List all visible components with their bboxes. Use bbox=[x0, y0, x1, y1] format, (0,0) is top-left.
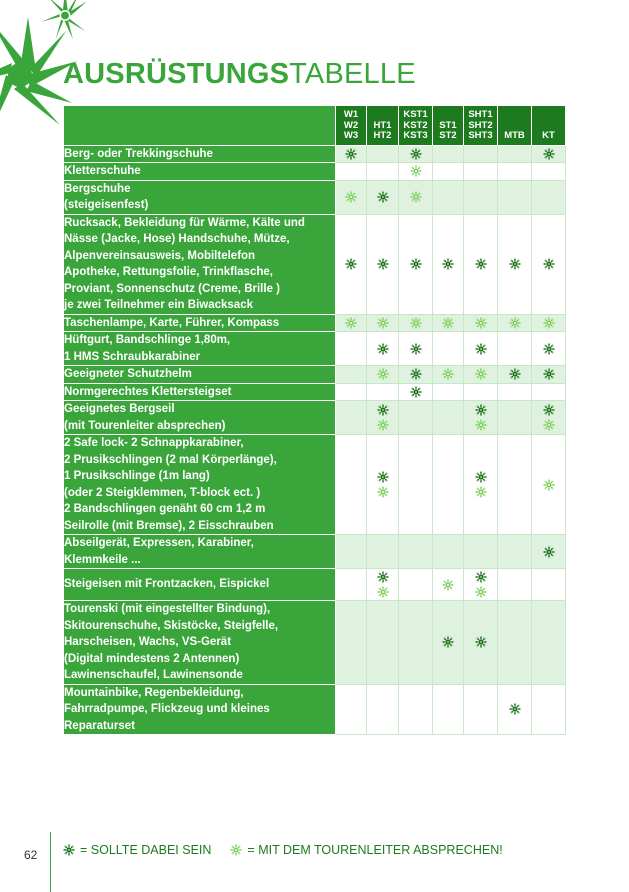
table-cell bbox=[367, 401, 399, 435]
row-label: Berg- oder Trekkingschuhe bbox=[64, 145, 336, 163]
edelweiss-dark-icon bbox=[409, 342, 423, 356]
table-cell bbox=[433, 180, 464, 214]
row-label: Geeigneter Schutzhelm bbox=[64, 366, 336, 384]
column-header: SHT1 SHT2 SHT3 bbox=[464, 106, 498, 146]
table-cell bbox=[433, 569, 464, 601]
row-label: Steigeisen mit Frontzacken, Eispickel bbox=[64, 569, 336, 601]
table-cell bbox=[336, 332, 367, 366]
edelweiss-dark-icon bbox=[62, 843, 76, 857]
row-label: Kletterschuhe bbox=[64, 163, 336, 181]
table-cell bbox=[433, 383, 464, 401]
edelweiss-light-icon bbox=[508, 316, 522, 330]
table-cell bbox=[498, 214, 532, 314]
table-cell bbox=[399, 163, 433, 181]
table-cell bbox=[464, 145, 498, 163]
table-cell bbox=[336, 435, 367, 535]
table-cell bbox=[399, 366, 433, 384]
table-cell bbox=[399, 401, 433, 435]
edelweiss-light-icon bbox=[229, 843, 243, 857]
table-row bbox=[64, 180, 566, 214]
edelweiss-dark-icon bbox=[474, 635, 488, 649]
table-cell bbox=[532, 180, 566, 214]
table-cell bbox=[498, 601, 532, 685]
table-cell bbox=[433, 163, 464, 181]
table-cell bbox=[464, 601, 498, 685]
table-cell bbox=[399, 435, 433, 535]
table-row bbox=[64, 214, 566, 314]
title-bold: AUSRÜSTUNGS bbox=[63, 58, 290, 90]
edelweiss-light-icon bbox=[409, 316, 423, 330]
legend-must-text: = SOLLTE DABEI SEIN bbox=[80, 843, 212, 857]
table-row bbox=[64, 366, 566, 384]
table-cell bbox=[336, 684, 367, 735]
table-cell bbox=[367, 314, 399, 332]
table-row bbox=[64, 383, 566, 401]
table-cell bbox=[498, 535, 532, 569]
table-row bbox=[64, 401, 566, 435]
edelweiss-dark-icon bbox=[376, 342, 390, 356]
edelweiss-dark-icon bbox=[474, 403, 488, 417]
edelweiss-light-icon bbox=[376, 485, 390, 499]
edelweiss-light-icon bbox=[474, 585, 488, 599]
edelweiss-light-icon bbox=[344, 190, 358, 204]
header-corner bbox=[64, 106, 336, 146]
edelweiss-light-icon bbox=[441, 316, 455, 330]
table-cell bbox=[532, 435, 566, 535]
table-row bbox=[64, 601, 566, 685]
table-cell bbox=[336, 569, 367, 601]
edelweiss-dark-icon bbox=[344, 257, 358, 271]
table-cell bbox=[336, 601, 367, 685]
table-row bbox=[64, 535, 566, 569]
table-cell bbox=[498, 314, 532, 332]
table-cell bbox=[532, 601, 566, 685]
table-cell bbox=[464, 535, 498, 569]
edelweiss-dark-icon bbox=[474, 470, 488, 484]
edelweiss-light-icon bbox=[409, 164, 423, 178]
table-cell bbox=[336, 145, 367, 163]
table-cell bbox=[498, 401, 532, 435]
table-cell bbox=[498, 180, 532, 214]
edelweiss-dark-icon bbox=[542, 545, 556, 559]
title-light: TABELLE bbox=[289, 58, 416, 90]
table-cell bbox=[532, 366, 566, 384]
table-cell bbox=[367, 684, 399, 735]
edelweiss-light-icon bbox=[474, 418, 488, 432]
edelweiss-light-icon bbox=[409, 190, 423, 204]
edelweiss-light-icon bbox=[474, 316, 488, 330]
table-cell bbox=[532, 145, 566, 163]
table-cell bbox=[399, 145, 433, 163]
table-cell bbox=[433, 314, 464, 332]
row-label: 2 Safe lock- 2 Schnappkarabiner, 2 Prusikschlingen (2 mal Körperlänge), 1 Prusikschlinge (1m lang) (oder 2 Steigklemmen, T-block ect. ) 2 Bandschlingen genäht 60 cm 1,2 m Seilrolle (mit Bremse), 2 Eisschrauben bbox=[64, 435, 336, 535]
table-cell bbox=[433, 332, 464, 366]
table-cell bbox=[433, 401, 464, 435]
edelweiss-dark-icon bbox=[409, 367, 423, 381]
table-cell bbox=[532, 332, 566, 366]
table-cell bbox=[336, 401, 367, 435]
edelweiss-dark-icon bbox=[376, 403, 390, 417]
table-row bbox=[64, 569, 566, 601]
column-header: W1 W2 W3 bbox=[336, 106, 367, 146]
table-cell bbox=[367, 601, 399, 685]
edelweiss-light-icon bbox=[376, 316, 390, 330]
table-cell bbox=[336, 180, 367, 214]
table-cell bbox=[532, 401, 566, 435]
table-cell bbox=[336, 383, 367, 401]
table-cell bbox=[532, 684, 566, 735]
row-label: Taschenlampe, Karte, Führer, Kompass bbox=[64, 314, 336, 332]
table-cell bbox=[399, 383, 433, 401]
table-cell bbox=[336, 535, 367, 569]
column-header: KST1 KST2 KST3 bbox=[399, 106, 433, 146]
edelweiss-dark-icon bbox=[376, 257, 390, 271]
table-cell bbox=[532, 163, 566, 181]
edelweiss-light-icon bbox=[344, 316, 358, 330]
edelweiss-dark-icon bbox=[508, 257, 522, 271]
edelweiss-decoration-small bbox=[30, 0, 100, 43]
table-cell bbox=[433, 145, 464, 163]
table-cell bbox=[367, 383, 399, 401]
edelweiss-dark-icon bbox=[542, 147, 556, 161]
edelweiss-light-icon bbox=[441, 578, 455, 592]
column-header: ST1 ST2 bbox=[433, 106, 464, 146]
table-cell bbox=[399, 535, 433, 569]
edelweiss-light-icon bbox=[542, 478, 556, 492]
edelweiss-dark-icon bbox=[542, 257, 556, 271]
table-cell bbox=[367, 435, 399, 535]
table-cell bbox=[399, 601, 433, 685]
equipment-table bbox=[63, 105, 566, 735]
table-cell bbox=[464, 401, 498, 435]
edelweiss-dark-icon bbox=[508, 367, 522, 381]
table-cell bbox=[367, 145, 399, 163]
edelweiss-light-icon bbox=[376, 585, 390, 599]
table-cell bbox=[498, 435, 532, 535]
column-header: HT1 HT2 bbox=[367, 106, 399, 146]
table-cell bbox=[336, 163, 367, 181]
table-cell bbox=[433, 601, 464, 685]
table-cell bbox=[399, 314, 433, 332]
row-label: Mountainbike, Regenbekleidung, Fahrradpumpe, Flickzeug und kleines Reparaturset bbox=[64, 684, 336, 735]
legend-discuss-text: = MIT DEM TOURENLEITER ABSPRECHEN! bbox=[247, 843, 503, 857]
table-cell bbox=[433, 684, 464, 735]
table-cell bbox=[399, 214, 433, 314]
edelweiss-dark-icon bbox=[409, 385, 423, 399]
table-cell bbox=[399, 332, 433, 366]
table-cell bbox=[498, 145, 532, 163]
legend-discuss bbox=[229, 843, 502, 857]
table-row bbox=[64, 145, 566, 163]
table-cell bbox=[367, 366, 399, 384]
edelweiss-dark-icon bbox=[441, 635, 455, 649]
table-row bbox=[64, 684, 566, 735]
edelweiss-dark-icon bbox=[441, 257, 455, 271]
table-cell bbox=[498, 684, 532, 735]
table-cell bbox=[464, 332, 498, 366]
table-cell bbox=[532, 214, 566, 314]
table-cell bbox=[367, 163, 399, 181]
edelweiss-light-icon bbox=[376, 367, 390, 381]
edelweiss-dark-icon bbox=[474, 342, 488, 356]
table-cell bbox=[433, 435, 464, 535]
edelweiss-light-icon bbox=[376, 418, 390, 432]
table-cell bbox=[336, 214, 367, 314]
edelweiss-dark-icon bbox=[376, 570, 390, 584]
table-cell bbox=[336, 366, 367, 384]
table-cell bbox=[464, 314, 498, 332]
table-cell bbox=[367, 569, 399, 601]
table-cell bbox=[367, 180, 399, 214]
table-cell bbox=[498, 332, 532, 366]
table-cell bbox=[464, 435, 498, 535]
table-cell bbox=[464, 366, 498, 384]
edelweiss-dark-icon bbox=[542, 367, 556, 381]
table-row bbox=[64, 332, 566, 366]
footer-divider bbox=[50, 832, 51, 892]
row-label: Bergschuhe (steigeisenfest) bbox=[64, 180, 336, 214]
table-cell bbox=[399, 684, 433, 735]
table-row bbox=[64, 314, 566, 332]
table-cell bbox=[532, 535, 566, 569]
table-cell bbox=[464, 163, 498, 181]
legend-must bbox=[62, 843, 211, 857]
table-cell bbox=[464, 569, 498, 601]
table-cell bbox=[532, 569, 566, 601]
edelweiss-dark-icon bbox=[344, 147, 358, 161]
edelweiss-light-icon bbox=[542, 316, 556, 330]
column-header: KT bbox=[532, 106, 566, 146]
edelweiss-dark-icon bbox=[542, 403, 556, 417]
row-label: Hüftgurt, Bandschlinge 1,80m, 1 HMS Schraubkarabiner bbox=[64, 332, 336, 366]
table-cell bbox=[498, 366, 532, 384]
table-cell bbox=[399, 180, 433, 214]
edelweiss-dark-icon bbox=[409, 257, 423, 271]
table-cell bbox=[498, 163, 532, 181]
edelweiss-dark-icon bbox=[376, 470, 390, 484]
table-row bbox=[64, 163, 566, 181]
table-cell bbox=[532, 383, 566, 401]
row-label: Rucksack, Bekleidung für Wärme, Kälte und Nässe (Jacke, Hose) Handschuhe, Mütze, Alpenvereinsausweis, Mobiltelefon Apotheke, Rettungsfolie, Trinkflasche, Proviant, Sonnenschutz (Creme, Brille ) je zwei Teilnehmer ein Biwacksack bbox=[64, 214, 336, 314]
table-cell bbox=[464, 684, 498, 735]
table-cell bbox=[433, 535, 464, 569]
row-label: Geeignetes Bergseil (mit Tourenleiter absprechen) bbox=[64, 401, 336, 435]
table-cell bbox=[367, 332, 399, 366]
table-cell bbox=[399, 569, 433, 601]
table-cell bbox=[498, 569, 532, 601]
table-cell bbox=[433, 214, 464, 314]
table-cell bbox=[367, 214, 399, 314]
edelweiss-light-icon bbox=[474, 367, 488, 381]
edelweiss-dark-icon bbox=[474, 257, 488, 271]
table-row bbox=[64, 435, 566, 535]
table-cell bbox=[433, 366, 464, 384]
edelweiss-dark-icon bbox=[542, 342, 556, 356]
edelweiss-dark-icon bbox=[376, 190, 390, 204]
table-cell bbox=[336, 314, 367, 332]
edelweiss-dark-icon bbox=[474, 570, 488, 584]
header-row bbox=[64, 106, 566, 146]
row-label: Normgerechtes Klettersteigset bbox=[64, 383, 336, 401]
page-number: 62 bbox=[24, 848, 38, 862]
row-label: Tourenski (mit eingestellter Bindung), Skitourenschuhe, Skistöcke, Steigfelle, Harscheisen, Wachs, VS-Gerät (Digital mindestens 2 Antennen) Lawinenschaufel, Lawinensonde bbox=[64, 601, 336, 685]
legend bbox=[62, 843, 521, 857]
edelweiss-light-icon bbox=[441, 367, 455, 381]
table-cell bbox=[464, 180, 498, 214]
column-header: MTB bbox=[498, 106, 532, 146]
page-title bbox=[63, 58, 416, 91]
edelweiss-dark-icon bbox=[409, 147, 423, 161]
table-cell bbox=[367, 535, 399, 569]
table-cell bbox=[464, 214, 498, 314]
edelweiss-light-icon bbox=[542, 418, 556, 432]
table-cell bbox=[498, 383, 532, 401]
table-cell bbox=[464, 383, 498, 401]
table-cell bbox=[532, 314, 566, 332]
row-label: Abseilgerät, Expressen, Karabiner, Klemmkeile ... bbox=[64, 535, 336, 569]
edelweiss-dark-icon bbox=[508, 702, 522, 716]
edelweiss-light-icon bbox=[474, 485, 488, 499]
